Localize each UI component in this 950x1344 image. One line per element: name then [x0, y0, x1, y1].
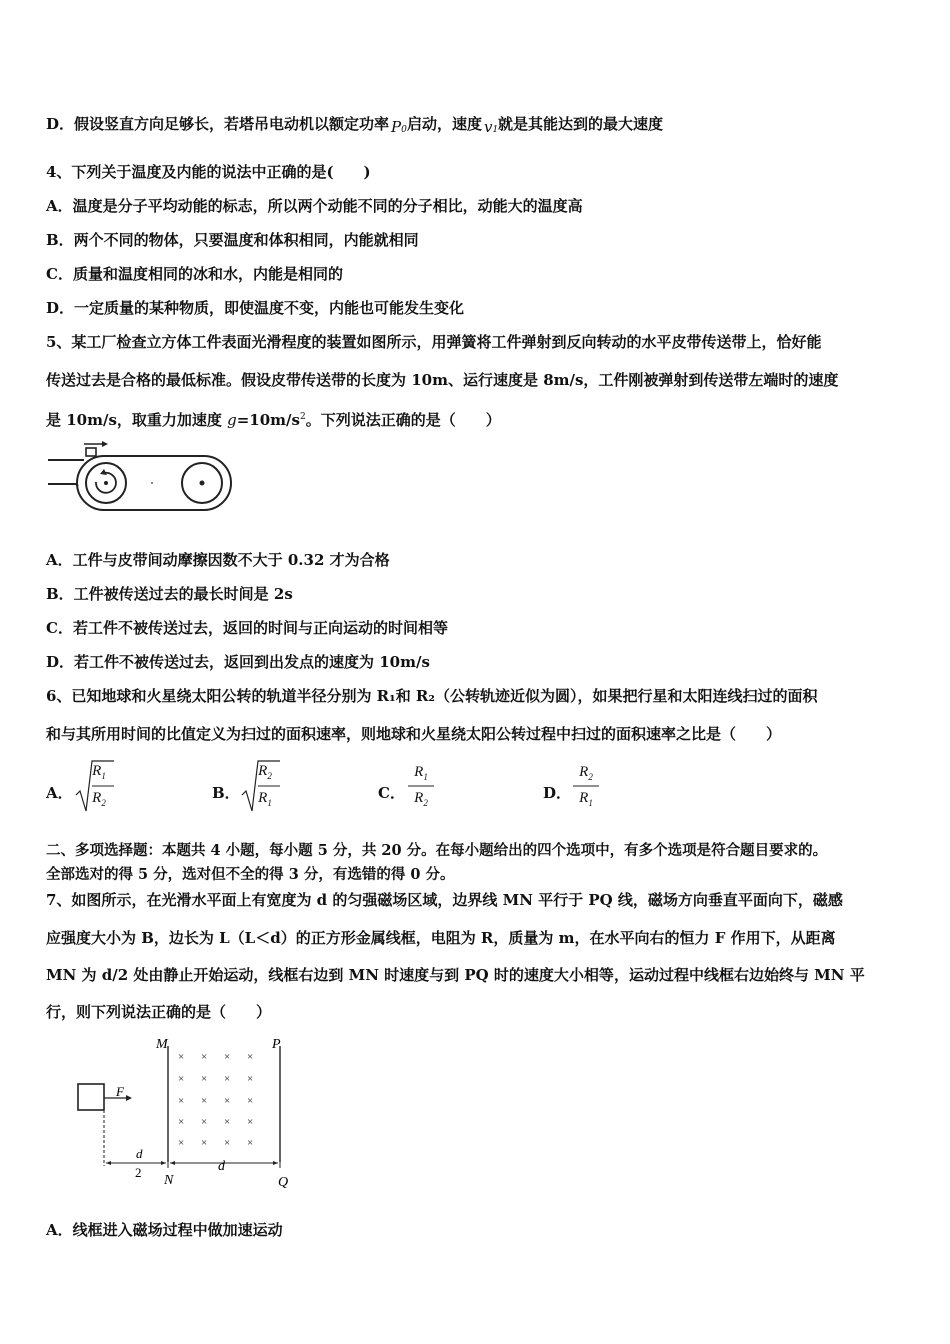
q5-stem-line3-c: 。下列说法正确的是（ ）	[305, 411, 501, 429]
q6-b-num-r: R	[258, 763, 268, 779]
field-cross-r3c1: ×	[201, 1116, 208, 1128]
q5-option-d: D．若工件不被传送过去，返回到出发点的速度为 10m/s	[46, 653, 430, 671]
label-m: M	[156, 1037, 168, 1052]
q6-a-den-r: R	[92, 790, 102, 806]
q7-stem-line4: 行，则下列说法正确的是（ ）	[46, 1003, 272, 1021]
q5-stem-line3-b: =10m/s	[236, 411, 300, 429]
q6-d-den-sub: 1	[588, 798, 593, 808]
q6-d-numerator	[571, 764, 601, 782]
q6-a-denominator	[84, 790, 114, 808]
velocity-arrow-head-icon	[102, 441, 108, 447]
p0-symbol	[391, 117, 407, 140]
q5-stem-line3-a: 是 10m/s，取重力加速度	[46, 411, 228, 429]
q6-d-denominator	[571, 790, 601, 808]
q5-stem-line2: 传送过去是合格的最低标准。假设皮带传送带的长度为 10m、运行速度是 8m/s，工件刚被弹射到传送带左端时的速度	[46, 371, 839, 389]
field-cross-r3c3: ×	[247, 1116, 254, 1128]
q6-d-num-sub: 2	[588, 772, 593, 782]
q5-option-b: B．工件被传送过去的最长时间是 2s	[46, 585, 293, 603]
q4-option-c: C．质量和温度相同的冰和水，内能是相同的	[46, 265, 343, 283]
q6-a-num-r: R	[92, 763, 102, 779]
q6-a-den-sub: 2	[101, 798, 106, 808]
q7-stem-line3: MN 为 d/2 处由静止开始运动，线框右边到 MN 时速度与到 PQ 时的速度大小相等，运动过程中线框右边始终与 MN 平	[46, 966, 865, 984]
label-f: F	[116, 1084, 124, 1099]
field-cross-r1c2: ×	[224, 1073, 231, 1085]
label-q: Q	[278, 1175, 289, 1190]
force-arrow-head-icon	[126, 1095, 132, 1101]
q5-option-a: A．工件与皮带间动摩擦因数不大于 0.32 才为合格	[46, 551, 390, 569]
section2-instruction-line1: 二、多项选择题：本题共 4 小题，每小题 5 分，共 20 分。在每小题给出的四个选项中，有多个选项是符合题目要求的。	[46, 842, 828, 859]
workpiece-block	[86, 448, 96, 456]
q4-option-a: A．温度是分子平均动能的标志，所以两个动能不同的分子相比，动能大的温度高	[46, 197, 583, 215]
squared-superscript: 2	[299, 412, 306, 422]
field-cross-r4c3: ×	[247, 1137, 254, 1149]
gravity-symbol: g	[227, 411, 237, 429]
label-p: P	[272, 1037, 281, 1052]
q6-d-den-r: R	[579, 790, 589, 806]
q3-option-d-text-b: 启动，速度	[407, 115, 483, 133]
field-cross-r0c1: ×	[201, 1051, 208, 1063]
q6-option-d-bar	[571, 784, 601, 788]
q6-option-c-label: C．	[378, 784, 405, 802]
section2-instruction-line2: 全部选对的得 5 分，选对但不全的得 3 分，有选错的得 0 分。	[46, 866, 455, 883]
field-cross-r2c3: ×	[247, 1095, 254, 1107]
right-pulley-center	[200, 481, 205, 486]
left-pulley-center	[104, 481, 108, 485]
field-cross-r1c0: ×	[178, 1073, 185, 1085]
q6-b-numerator	[250, 763, 280, 781]
q6-d-num-r: R	[579, 764, 589, 780]
v1-letter: v	[484, 118, 493, 136]
field-cross-r0c2: ×	[224, 1051, 231, 1063]
field-cross-r3c0: ×	[178, 1116, 185, 1128]
label-d: d	[218, 1159, 225, 1174]
d-arrow-left-icon	[170, 1161, 175, 1165]
p0-subscript: 0	[401, 125, 407, 135]
q6-c-num-sub: 1	[423, 772, 428, 782]
label-half-d-numerator: d	[136, 1146, 143, 1161]
q6-b-den-sub: 1	[267, 798, 272, 808]
q6-c-num-r: R	[414, 764, 424, 780]
conveyor-belt-figure	[44, 438, 234, 518]
field-cross-r4c2: ×	[224, 1137, 231, 1149]
q7-stem-line1: 7、如图所示，在光滑水平面上有宽度为 d 的匀强磁场区域，边界线 MN 平行于 PQ 线，磁场方向垂直平面向下，磁感	[46, 891, 843, 909]
field-cross-r2c0: ×	[178, 1095, 185, 1107]
half-d-arrow-left-icon	[106, 1161, 111, 1165]
q6-a-numerator	[84, 763, 114, 781]
field-cross-r2c2: ×	[224, 1095, 231, 1107]
q6-a-num-sub: 1	[101, 771, 106, 781]
q6-option-c-bar	[406, 784, 436, 788]
q6-option-d-label: D．	[543, 784, 572, 802]
q4-option-d: D．一定质量的某种物质，即使温度不变，内能也可能发生变化	[46, 299, 465, 317]
field-cross-r4c1: ×	[201, 1137, 208, 1149]
q6-c-numerator	[406, 764, 436, 782]
q6-c-den-r: R	[414, 790, 424, 806]
v1-subscript: 1	[492, 125, 499, 135]
belt-center-dot	[151, 482, 153, 484]
q6-c-denominator	[406, 790, 436, 808]
q4-option-b: B．两个不同的物体，只要温度和体积相同，内能就相同	[46, 231, 419, 249]
q6-b-denominator	[250, 790, 280, 808]
square-coil	[78, 1084, 104, 1110]
q5-option-c: C．若工件不被传送过去，返回的时间与正向运动的时间相等	[46, 619, 448, 637]
q3-option-d-text-c: 就是其能达到的最大速度	[498, 115, 664, 133]
q5-stem-line3	[46, 407, 501, 430]
q6-b-num-sub: 2	[267, 771, 272, 781]
q6-option-b-label: B．	[212, 784, 240, 802]
field-cross-r4c0: ×	[178, 1137, 185, 1149]
q6-stem-line2: 和与其所用时间的比值定义为扫过的面积速率，则地球和火星绕太阳公转过程中扫过的面积速率之比是（ ）	[46, 725, 782, 743]
q3-option-d-text-a: D．假设竖直方向足够长，若塔吊电动机以额定功率	[46, 115, 390, 133]
label-n: N	[164, 1173, 174, 1188]
half-d-arrow-right-icon	[161, 1161, 166, 1165]
q6-stem-line1: 6、已知地球和火星绕太阳公转的轨道半径分别为 R₁和 R₂（公转轨迹近似为圆），如果把行星和太阳连线扫过的面积	[46, 687, 818, 705]
q6-c-den-sub: 2	[423, 798, 428, 808]
q6-option-a-label: A．	[46, 784, 73, 802]
field-cross-r3c2: ×	[224, 1116, 231, 1128]
q7-option-a: A．线框进入磁场过程中做加速运动	[46, 1221, 283, 1239]
field-cross-grid	[178, 1051, 253, 1149]
q4-stem: 4、下列关于温度及内能的说法中正确的是( )	[46, 163, 371, 181]
label-half-d-denominator: 2	[135, 1165, 142, 1180]
field-cross-r1c1: ×	[201, 1073, 208, 1085]
p0-letter: P	[391, 118, 402, 136]
field-cross-r0c3: ×	[247, 1051, 254, 1063]
q6-b-den-r: R	[258, 790, 268, 806]
q7-stem-line2: 应强度大小为 B，边长为 L（L＜d）的正方形金属线框，电阻为 R，质量为 m，在水平向右的恒力 F 作用下，从距离	[46, 929, 836, 947]
q5-stem-line1: 5、某工厂检查立方体工件表面光滑程度的装置如图所示，用弹簧将工件弹射到反向转动的水平皮带传送带上，恰好能	[46, 333, 822, 351]
field-cross-r0c0: ×	[178, 1051, 185, 1063]
d-arrow-right-icon	[273, 1161, 278, 1165]
magnetic-field-figure	[70, 1032, 310, 1192]
field-cross-r1c3: ×	[247, 1073, 254, 1085]
v1-symbol	[484, 117, 498, 140]
field-cross-r2c1: ×	[201, 1095, 208, 1107]
q3-option-d	[46, 114, 663, 134]
